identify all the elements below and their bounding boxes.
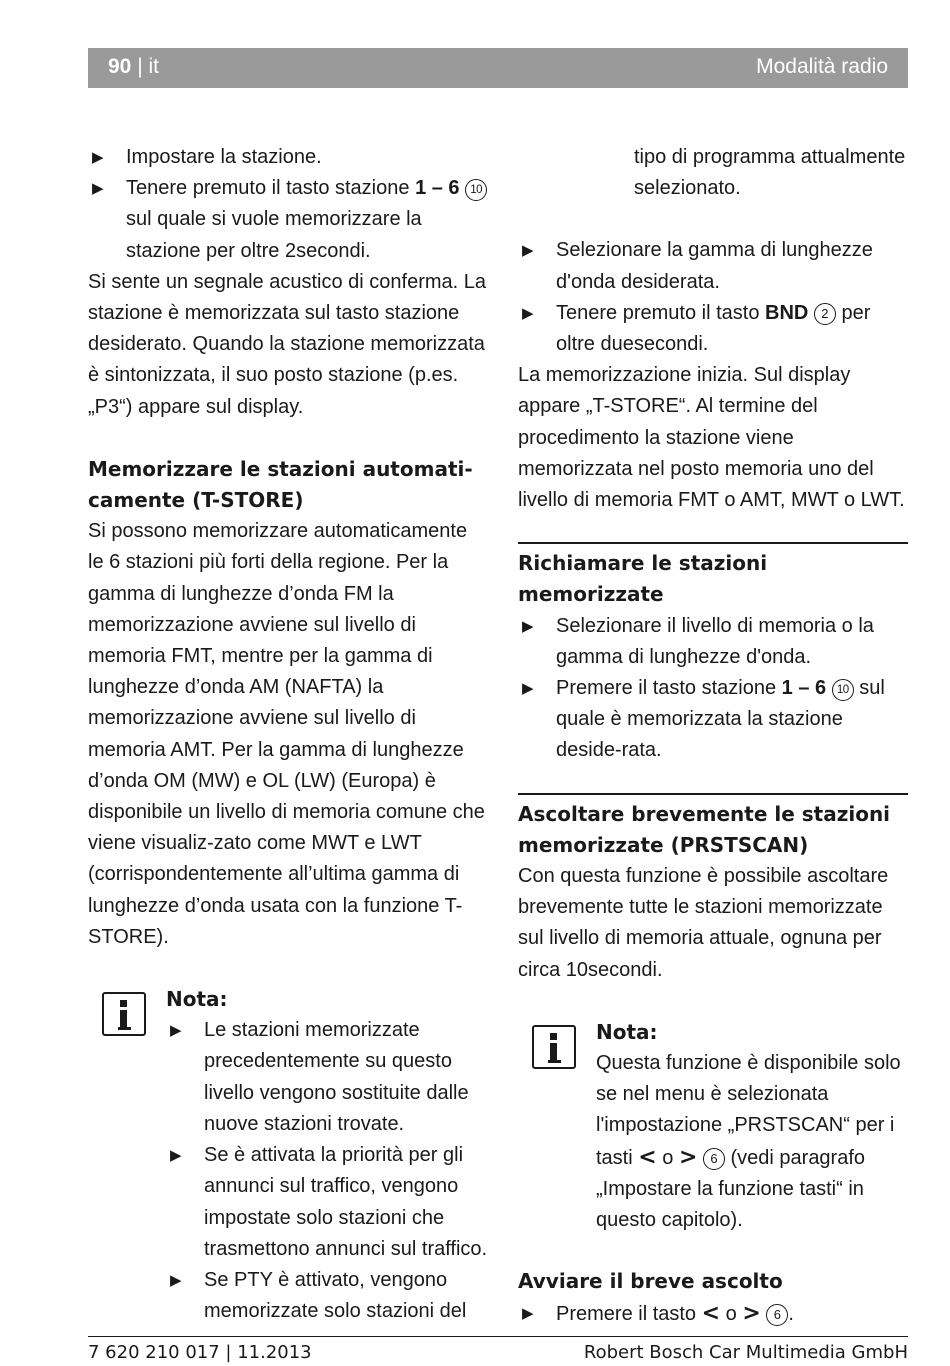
footer-company: Robert Bosch Car Multimedia GmbH [583,1342,908,1363]
triangle-right-icon: ▶ [522,617,534,635]
key-range: 1 – 6 [781,677,827,700]
triangle-right-icon: ▶ [170,1271,182,1289]
triangle-right-icon: ▶ [522,242,534,260]
footer-divider [88,1336,908,1337]
left-column [88,142,488,1327]
key-6-badge: 6 [703,1148,725,1170]
section-heading: Richiamare le stazioni memorizzate [518,542,908,610]
step-item: ▶ Tenere premuto il tasto stazione 1 – 6 10 sul quale si vuole memorizzare la stazione per oltre 2secondi. [88,173,488,267]
angle-left-icon: < [638,1144,657,1170]
info-icon [102,992,146,1036]
footer-docnumber: 7 620 210 017 | 11.2013 [88,1342,312,1363]
triangle-right-icon: ▶ [170,1147,182,1165]
info-icon [532,1025,576,1069]
step-item: ▶ Selezionare la gamma di lunghezze d'onda desiderata. [518,235,908,297]
triangle-right-icon: ▶ [522,304,534,322]
key-10-badge: 10 [832,679,854,701]
note-box [518,1017,908,1236]
triangle-right-icon: ▶ [522,1304,534,1322]
paragraph: Con questa funzione è possibile ascoltare brevemente tutte le stazioni memorizzate sul livello di memoria attuale, ognuna per circa 10secondi. [518,865,889,981]
language-label: | it [137,55,159,78]
triangle-right-icon: ▶ [170,1022,182,1040]
note-title: Nota: [166,987,228,1012]
angle-left-icon: < [701,1300,721,1326]
note-title: Nota: [596,1019,658,1044]
page-header [88,48,908,88]
angle-right-icon: > [678,1144,698,1170]
paragraph: Si sente un segnale acustico di conferma. La stazione è memorizzata sul tasto stazione desiderato. Quando la stazione memorizzata è sintonizzata, il suo posto stazione (p.es. „P3“) appare sul display. [88,270,487,418]
section-heading: Avviare il breve ascolto [518,1269,783,1294]
page-number: 90 [108,55,132,78]
right-column [518,142,908,1330]
step-item: ▶ Tenere premuto il tasto BND 2 per oltre duesecondi. [518,298,908,360]
note-box [88,984,488,1327]
paragraph: La memorizzazione inizia. Sul display appare „T-STORE“. Al termine del procedimento la stazione viene memorizzata nel posto memoria uno del livello di memoria FMT o AMT, MWT o LWT. [518,364,905,512]
section-title: Modalità radio [756,55,888,78]
note-text: Questa funzione è disponibile solo se nel menu è selezionata l'impostazione „PRSTSCAN“ per i tasti < o > 6 (vedi paragrafo „Impostare la funzione tasti“ in questo capitolo). [596,1052,901,1232]
note-item: ▶ Le stazioni memorizzate precedentemente su questo livello vengono sostituite dalle nuove stazioni trovate. [166,1015,488,1140]
paragraph: Si possono memorizzare automaticamente le 6 stazioni più forti della regione. Per la gamma di lunghezze d’onda FM la memorizzazione avviene sul livello di memoria FMT, mentre per la gamma di lunghezze d’onda AM (NAFTA) la memorizzazione avviene sul livello di memoria AMT. Per la gamma di lunghezze d’onda OM (MW) e OL (LW) (Europa) è disponibile un livello di memoria comune che viene visualiz-zato come MWT e LWT (corrispondentemente all’ultima gamma di lunghezze d’onda usata con la funzione T-STORE). [88,520,485,948]
note-item: ▶ Se è attivata la priorità per gli annunci sul traffico, vengono impostate solo stazioni che trasmettono annunci sul traffico. [166,1140,488,1265]
key-6-badge: 6 [766,1304,788,1326]
note-item: ▶ Se PTY è attivato, vengono memorizzate solo stazioni del [166,1265,488,1327]
section-heading: Ascoltare brevemente le stazioni memorizzate (PRSTSCAN) [518,793,908,861]
step-item: ▶ Premere il tasto < o > 6 . [518,1298,908,1330]
triangle-right-icon: ▶ [92,180,104,198]
triangle-right-icon: ▶ [522,680,534,698]
continued-text: tipo di programma attualmente selezionato. [634,146,906,200]
step-item: ▶ Premere il tasto stazione 1 – 6 10 sul quale è memorizzata la stazione deside-rata. [518,673,908,767]
step-item: ▶ Selezionare il livello di memoria o la gamma di lunghezze d'onda. [518,611,908,673]
key-10-badge: 10 [465,179,487,201]
angle-right-icon: > [742,1300,761,1326]
key-bnd: BND [765,301,809,324]
key-range: 1 – 6 [415,177,460,200]
page-number-label [108,55,159,79]
key-2-badge: 2 [814,303,836,325]
section-heading: Memorizzare le stazioni automati- camente (T-STORE) [88,456,473,513]
step-item: ▶ Impostare la stazione. [88,142,488,173]
triangle-right-icon: ▶ [92,149,104,166]
